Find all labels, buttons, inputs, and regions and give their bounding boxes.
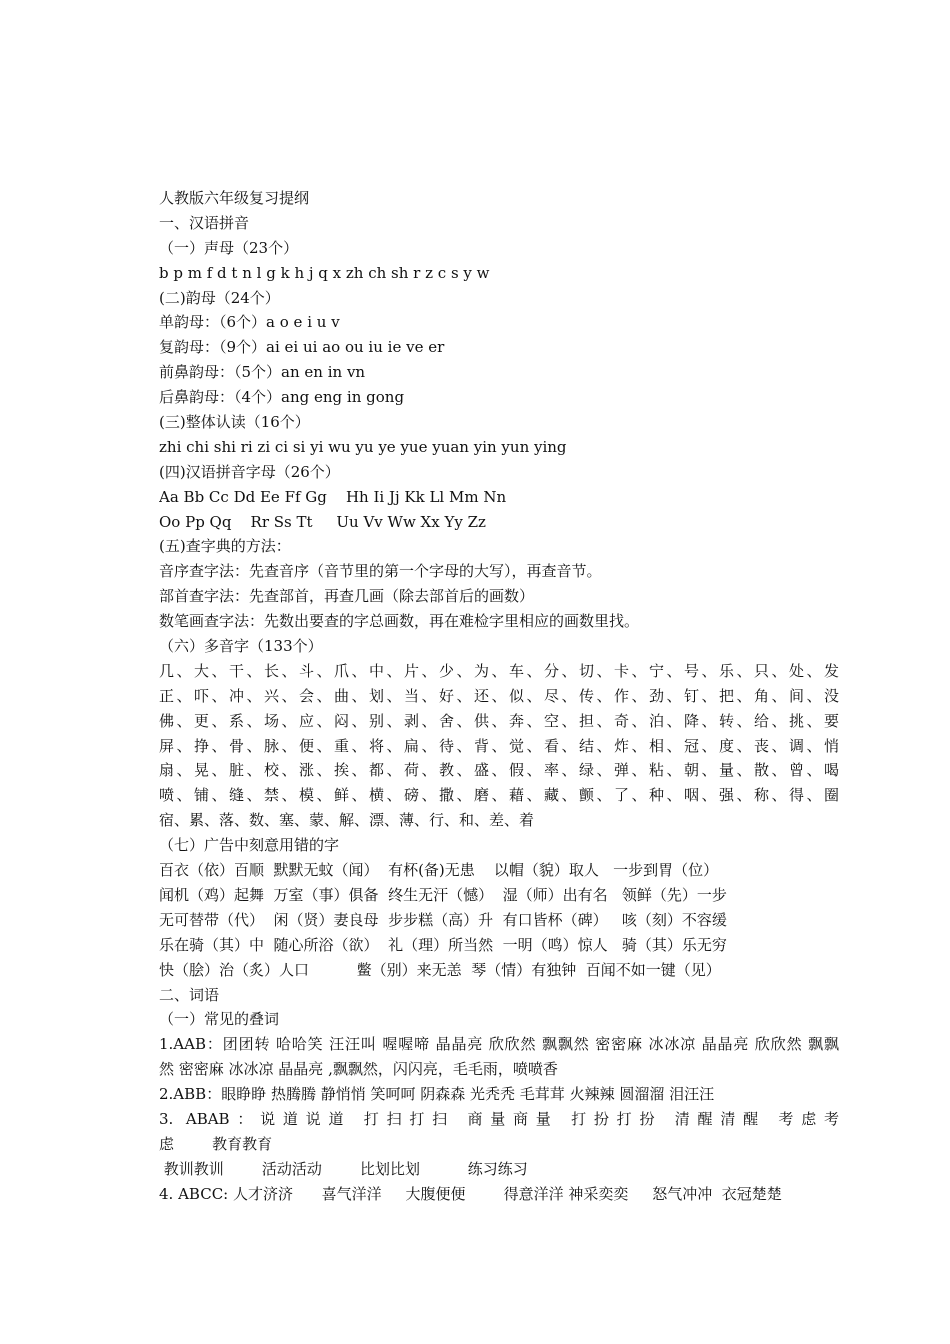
- text-line: 2.ABB：眼睁睁 热腾腾 静悄悄 笑呵呵 阴森森 光秃秃 毛茸茸 火辣辣 圆溜溜 泪汪汪: [159, 1085, 715, 1104]
- text-line: 部首查字法：先查部首，再查几画（除去部首后的画数）: [159, 587, 535, 606]
- text-line: zhi chi shi ri zi ci si yi wu yu ye yue yuan yin yun ying: [159, 437, 567, 456]
- text-line: 闻机（鸡）起舞 万室（事）俱备 终生无汗（憾） 湿（师）出有名 领鲜（先）一步: [159, 885, 727, 904]
- text-line: 音序查字法：先查音序（音节里的第一个字母的大写），再查音节。: [159, 562, 602, 581]
- subsection-heading: （七）广告中刻意用错的字: [159, 836, 340, 855]
- subsection-heading: (二)韵母（24个）: [159, 288, 280, 307]
- subsection-heading: （一）声母（23个）: [159, 238, 299, 257]
- section-heading: 二、词语: [159, 985, 220, 1004]
- text-line: 无可替带（代） 闲（贤）妻良母 步步糕（高）升 有口皆杯（碑） 咳（刻）不容缓: [159, 910, 727, 929]
- subsection-heading: (三)整体认读（16个）: [159, 413, 310, 432]
- text-line: 快（脍）治（炙）人口 鳖（别）来无恙 琴（情）有独钟 百闻不如一键（见）: [159, 960, 721, 979]
- subsection-heading: (五)查字典的方法：: [159, 537, 291, 556]
- text-line: Oo Pp Qq Rr Ss Tt Uu Vv Ww Xx Yy Zz: [159, 512, 486, 531]
- text-line: 喷、铺、缝、禁、模、鲜、横、磅、撒、磨、藉、藏、颤、了、种、咽、强、称、得、圈: [159, 786, 839, 805]
- text-line: 4. ABCC: 人才济济 喜气洋洋 大腹便便 得意洋洋 神采奕奕 怒气冲冲 衣冠楚楚: [159, 1184, 782, 1203]
- text-line: 百衣（依）百顺 默默无蚊（闻） 有杯(备)无患 以帽（貌）取人 一步到胃（位）: [159, 861, 719, 880]
- text-line: 佛、更、系、场、应、闷、别、剥、舍、供、奔、空、担、奇、泊、降、转、给、挑、要: [159, 711, 839, 730]
- document-body: [159, 186, 839, 1207]
- text-line: 1.AAB：团团转 哈哈笑 汪汪叫 喔喔啼 晶晶亮 欣欣然 飘飘然 密密麻 冰冰凉 晶晶亮 欣欣然 飘飘: [159, 1035, 839, 1054]
- text-line: 3. ABAB：说道说道 打扫打扫 商量商量 打扮打扮 清醒清醒 考虑考: [159, 1109, 839, 1128]
- subsection-heading: （一）常见的叠词: [159, 1010, 280, 1029]
- text-line: 虑 教育教育: [159, 1134, 273, 1153]
- doc-title: 人教版六年级复习提纲: [159, 189, 310, 207]
- subsection-heading: (四)汉语拼音字母（26个）: [159, 462, 340, 481]
- section-heading: 一、汉语拼音: [159, 213, 250, 232]
- text-line: 宿、累、落、数、塞、蒙、解、漂、薄、行、和、差、着: [159, 811, 535, 830]
- text-line: 扇、晃、脏、校、涨、挨、都、荷、教、盛、假、率、绿、弹、粘、朝、量、散、曾、喝: [159, 761, 839, 780]
- subsection-heading: （六）多音字（133个）: [159, 637, 323, 656]
- text-line: 然 密密麻 冰冰凉 晶晶亮 ,飘飘然，闪闪亮，毛毛雨，喷喷香: [159, 1060, 558, 1079]
- text-line: 几、大、干、长、斗、爪、中、片、少、为、车、分、切、卡、宁、号、乐、只、处、发: [159, 661, 839, 680]
- text-line: Aa Bb Cc Dd Ee Ff Gg Hh Ii Jj Kk Ll Mm Nn: [159, 487, 507, 506]
- text-line: 单韵母：（6个）a o e i u v: [159, 313, 340, 332]
- text-line: 复韵母：（9个）ai ei ui ao ou iu ie ve er: [159, 338, 445, 357]
- text-line: 数笔画查字法：先数出要查的字总画数，再在难检字里相应的画数里找。: [159, 612, 640, 631]
- text-line: 屏、挣、骨、脉、便、重、将、扁、待、背、觉、看、结、炸、相、冠、度、丧、调、悄: [159, 736, 839, 755]
- text-line: b p m f d t n l g k h j q x zh ch sh r z c s y w: [159, 263, 490, 282]
- text-line: 后鼻韵母：（4个）ang eng in gong: [159, 388, 405, 407]
- text-line: 前鼻韵母：（5个）an en in vn: [159, 363, 366, 382]
- text-line: 乐在骑（其）中 随心所浴（欲） 礼（理）所当然 一明（鸣）惊人 骑（其）乐无穷: [159, 935, 727, 954]
- text-line: 教训教训 活动活动 比划比划 练习练习: [159, 1159, 528, 1178]
- text-line: 正、吓、冲、兴、会、曲、划、当、好、还、似、尽、传、作、劲、钉、把、角、间、没: [159, 686, 839, 705]
